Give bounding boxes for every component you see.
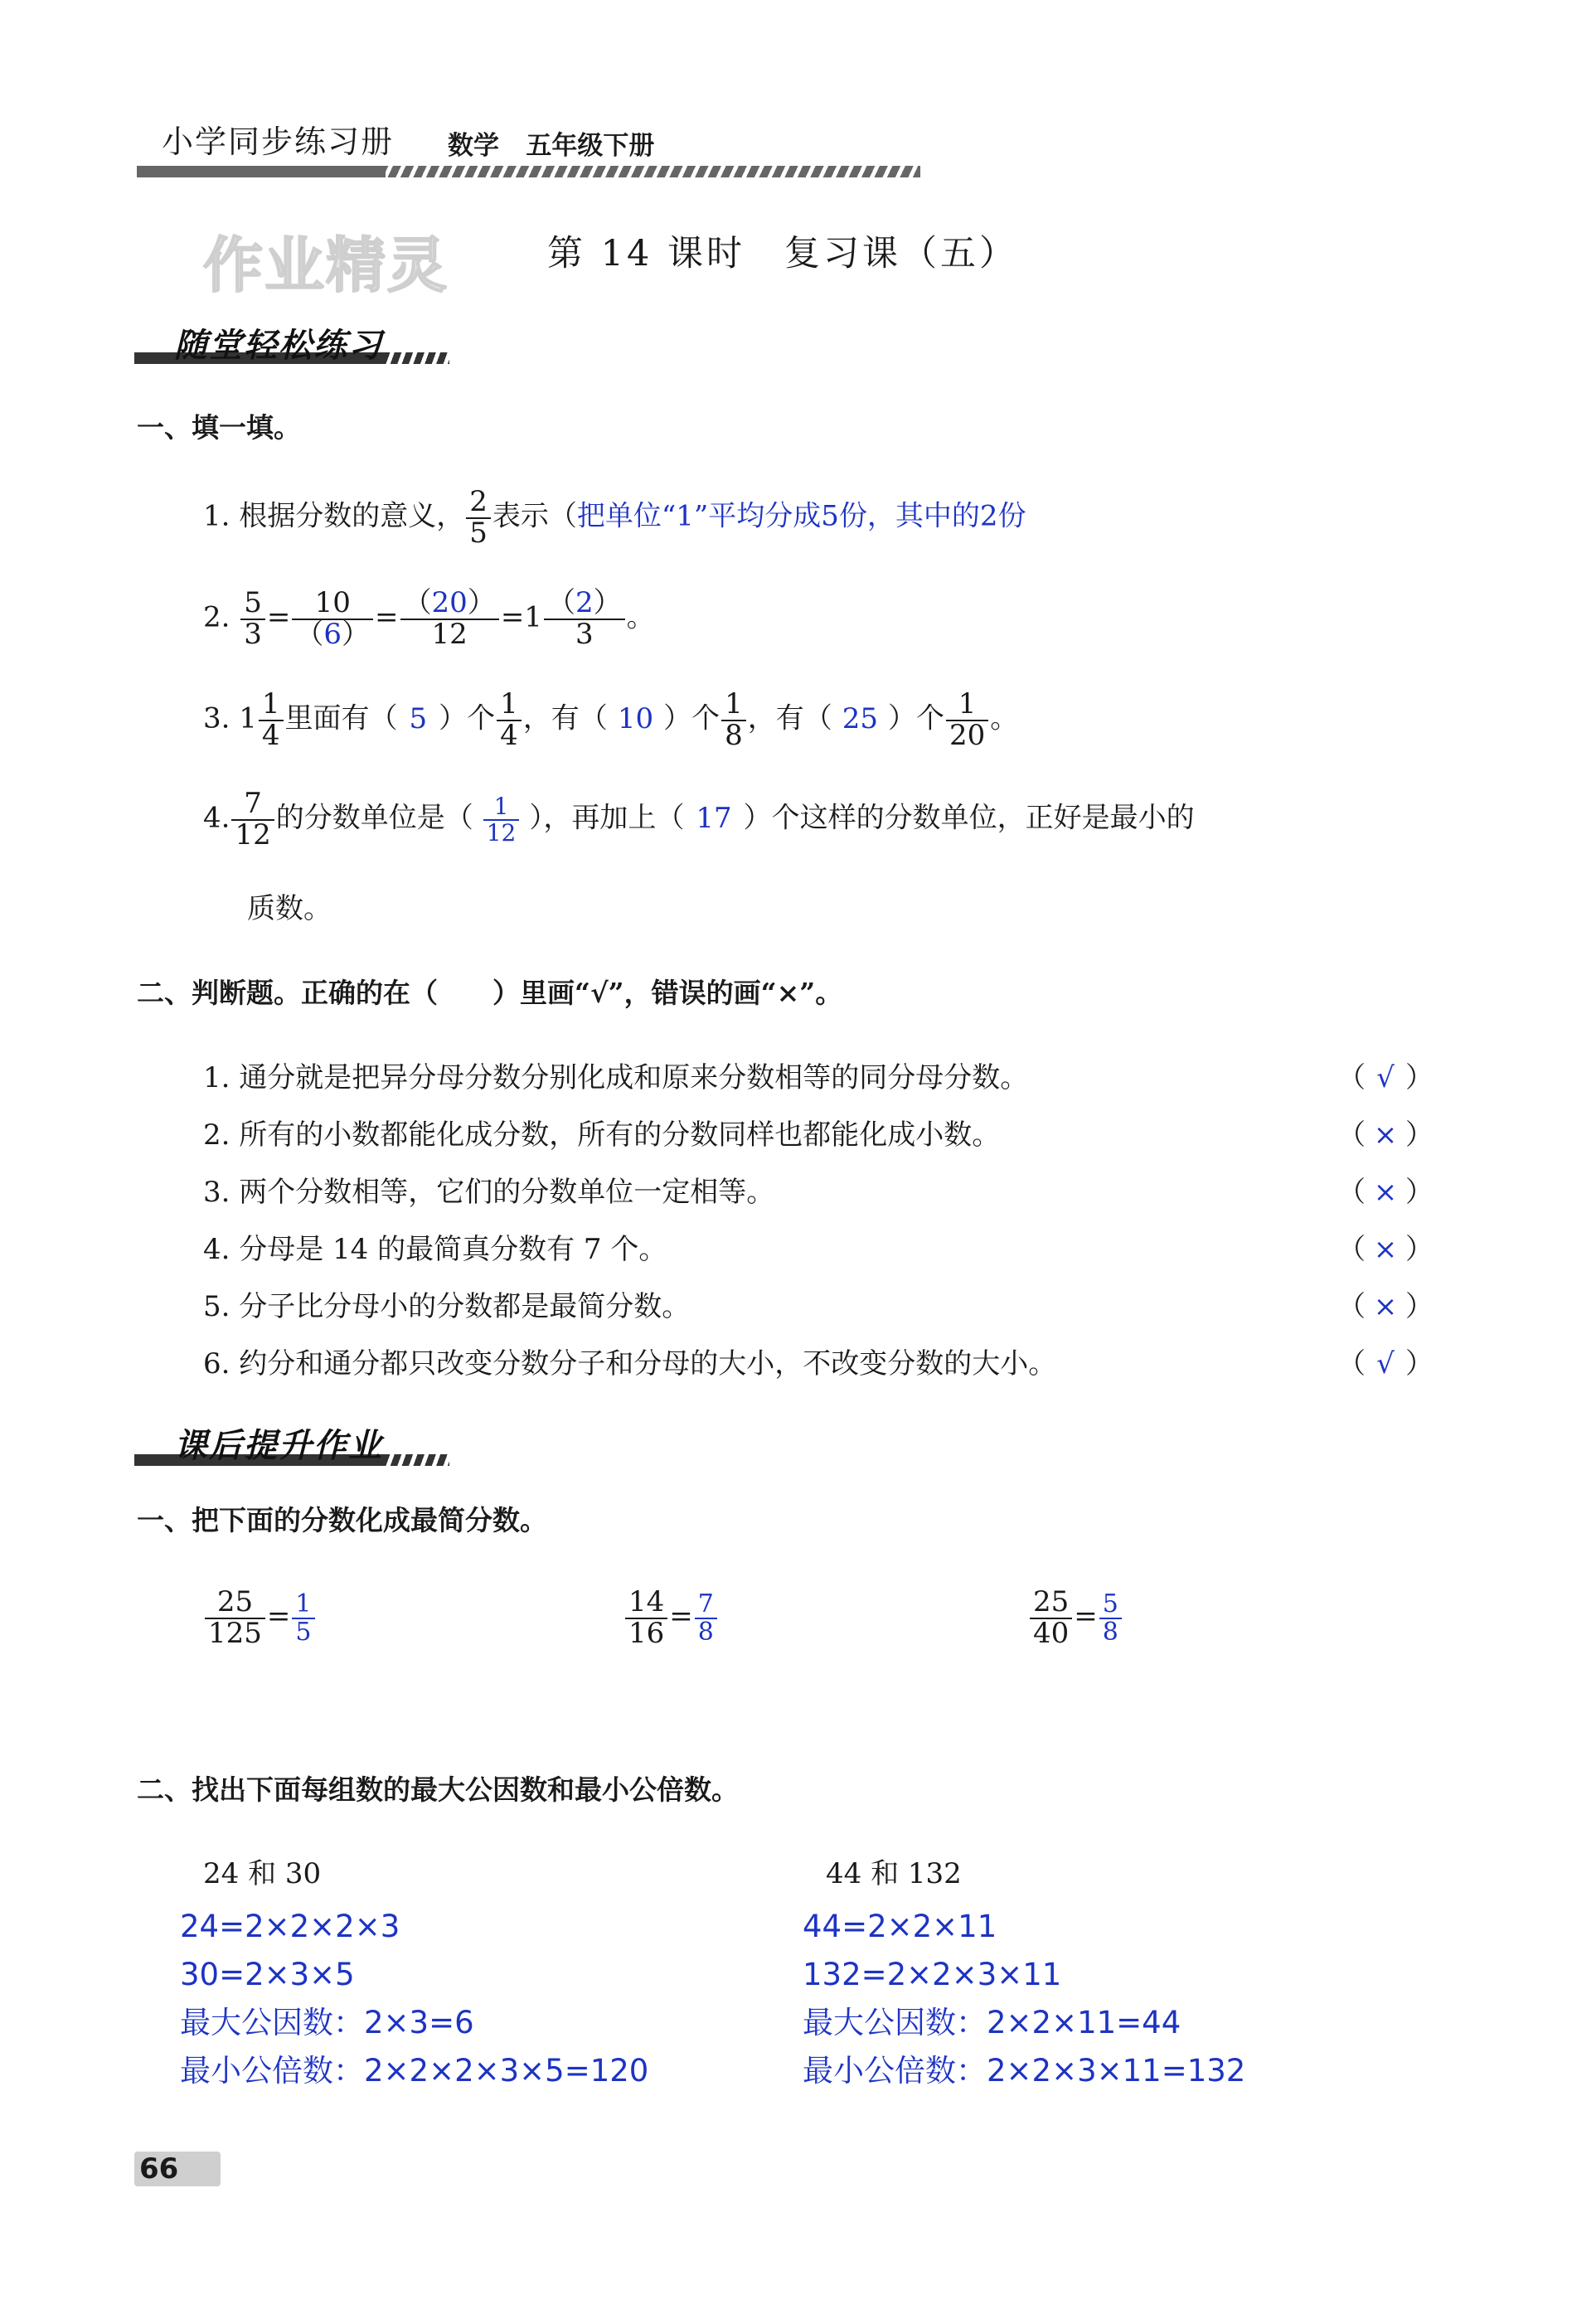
section-banner-homework [134,1419,449,1469]
subject-grade [448,124,654,162]
banner-label: 课后提升作业 [174,1427,383,1465]
answer-text: 把单位“1”平均分成5份，其中的2份 [576,499,1026,533]
group-label: 24 和 30 [203,1857,322,1890]
true-false-item [203,1341,1463,1398]
answer-fraction: $\frac{5}{8}$ [1099,1591,1122,1645]
answer-text: 5 [409,701,428,735]
question-heading: 二、找出下面每组数的最大公因数和最小公倍数。 [137,1773,739,1806]
answer-parentheses: （ × ） [1337,1233,1434,1266]
answer-fraction: $\frac{1}{5}$ [292,1591,314,1645]
true-false-list [203,1055,1463,1398]
statement-text: 4. 分母是 14 的最简真分数有 7 个。 [203,1233,667,1266]
page-number: 66 [134,2152,221,2186]
statement-text: 1. 通分就是把异分母分数分别化成和原来分数相等的同分母分数。 [203,1061,1029,1094]
fraction: $\frac{(20)}{12}$ [400,589,499,649]
answer-text: 17 [696,801,732,835]
answer-mark: × [1373,1176,1398,1209]
fraction: $\frac{1}{20}$ [946,690,988,750]
book-title: 小学同步练习册 [162,124,395,160]
true-false-item [203,1226,1463,1283]
watermark-logo: 作业精灵 [203,230,449,300]
answer-mark: √ [1376,1347,1395,1380]
lesson-title: 第 14 课时 复习课（五） [547,233,1019,274]
answer-parentheses: （ × ） [1337,1118,1434,1152]
statement-text: 6. 约分和通分都只改变分数分子和分母的大小，不改变分数的大小。 [203,1347,1057,1380]
answer-mark: × [1373,1233,1398,1266]
fraction: $\frac{14}{16}$ [625,1588,667,1648]
section-banner-practice [134,319,449,369]
answer-mark: × [1373,1118,1398,1152]
answer-text: 10 [617,701,654,735]
true-false-item [203,1169,1463,1226]
subject: 数学 [448,131,499,161]
statement-text: 2. 所有的小数都能化成分数，所有的分数同样也都能化成小数。 [203,1118,1001,1152]
fill-item-3: 3. 1 $\frac{1}{4}$ 里面有（ 5 ）个 $\frac{1}{4}$ ，有（ 10 ）个 $\frac{1}{8}$ ，有（ 25 ）个 $\frac{1}{20}$ 。 [203,687,1019,752]
number-group-2 [803,1851,1245,2095]
true-false-item [203,1283,1463,1341]
question-heading: 二、判断题。正确的在（ ）里画“√”，错误的画“×”。 [137,977,843,1009]
fraction: $\frac{5}{3}$ [240,589,265,649]
answer-parentheses: （ × ） [1337,1290,1434,1323]
fraction: $\frac{7}{12}$ [231,789,274,850]
statement-text: 5. 分子比分母小的分数都是最简分数。 [203,1290,691,1323]
simplify-item-2: $\frac{14}{16}$ = $\frac{7}{8}$ [623,1588,719,1648]
statement-text: 3. 两个分数相等，它们的分数单位一定相等。 [203,1176,775,1209]
answer-parentheses: （ √ ） [1337,1347,1434,1380]
group-work: 24=2×2×2×3 30=2×3×5 最大公因数：2×3=6 最小公倍数：2×2×2×3×5=120 [180,1909,649,2089]
number-group-1 [180,1851,648,2095]
fraction: $\frac{25}{125}$ [205,1588,265,1648]
answer-text: 6 [323,617,342,651]
banner-label: 随堂轻松练习 [174,327,383,365]
group-label: 44 和 132 [826,1857,962,1890]
header-rule-solid [137,166,386,177]
answer-text: 25 [842,701,878,735]
answer-fraction: $\frac{1}{12}$ [475,794,528,845]
fraction: $\frac{(2)}{3}$ [544,589,625,649]
fill-item-1: 1. 根据分数的意义， $\frac{2}{5}$ 表示（把单位“1”平均分成5份，其中的2份 [203,485,1026,550]
fill-item-4: 4. $\frac{7}{12}$ 的分数单位是（ $\frac{1}{12}$ ），再加上（ 17 ）个这样的分数单位，正好是最小的 [203,787,1195,851]
banner-stripes [383,352,449,364]
question-heading: 一、填一填。 [137,411,301,444]
grade: 五年级下册 [526,131,655,161]
fill-item-2: 2. $\frac{5}{3}$ = $\frac{10}{(6)}$ = $\frac{(20)}{12}$ =1 $\frac{(2)}{3}$ 。 [203,586,655,651]
answer-mark: × [1373,1290,1398,1323]
answer-fraction: $\frac{7}{8}$ [695,1591,717,1645]
fraction: $\frac{1}{4}$ [259,690,284,750]
answer-text: 2 [575,586,594,619]
fraction: $\frac{1}{4}$ [497,690,522,750]
answer-mark: √ [1376,1061,1395,1094]
simplify-item-3: $\frac{25}{40}$ = $\frac{5}{8}$ [1028,1588,1123,1648]
answer-text: 20 [431,586,468,619]
fraction: $\frac{2}{5}$ [466,488,491,548]
group-work: 44=2×2×11 132=2×2×3×11 最大公因数：2×2×11=44 最小公倍数：2×2×3×11=132 [803,1909,1246,2089]
fill-item-4-line2: 质数。 [247,892,332,925]
banner-stripes [383,1454,449,1466]
true-false-item [203,1055,1463,1112]
answer-parentheses: （ × ） [1337,1176,1434,1209]
fraction: $\frac{25}{40}$ [1030,1588,1072,1648]
fraction: $\frac{10}{(6)}$ [292,589,373,649]
answer-parentheses: （ √ ） [1337,1061,1434,1094]
question-heading: 一、把下面的分数化成最简分数。 [137,1504,547,1536]
fraction: $\frac{1}{8}$ [721,690,746,750]
simplify-item-1: $\frac{25}{125}$ = $\frac{1}{5}$ [203,1588,317,1648]
true-false-item [203,1112,1463,1169]
